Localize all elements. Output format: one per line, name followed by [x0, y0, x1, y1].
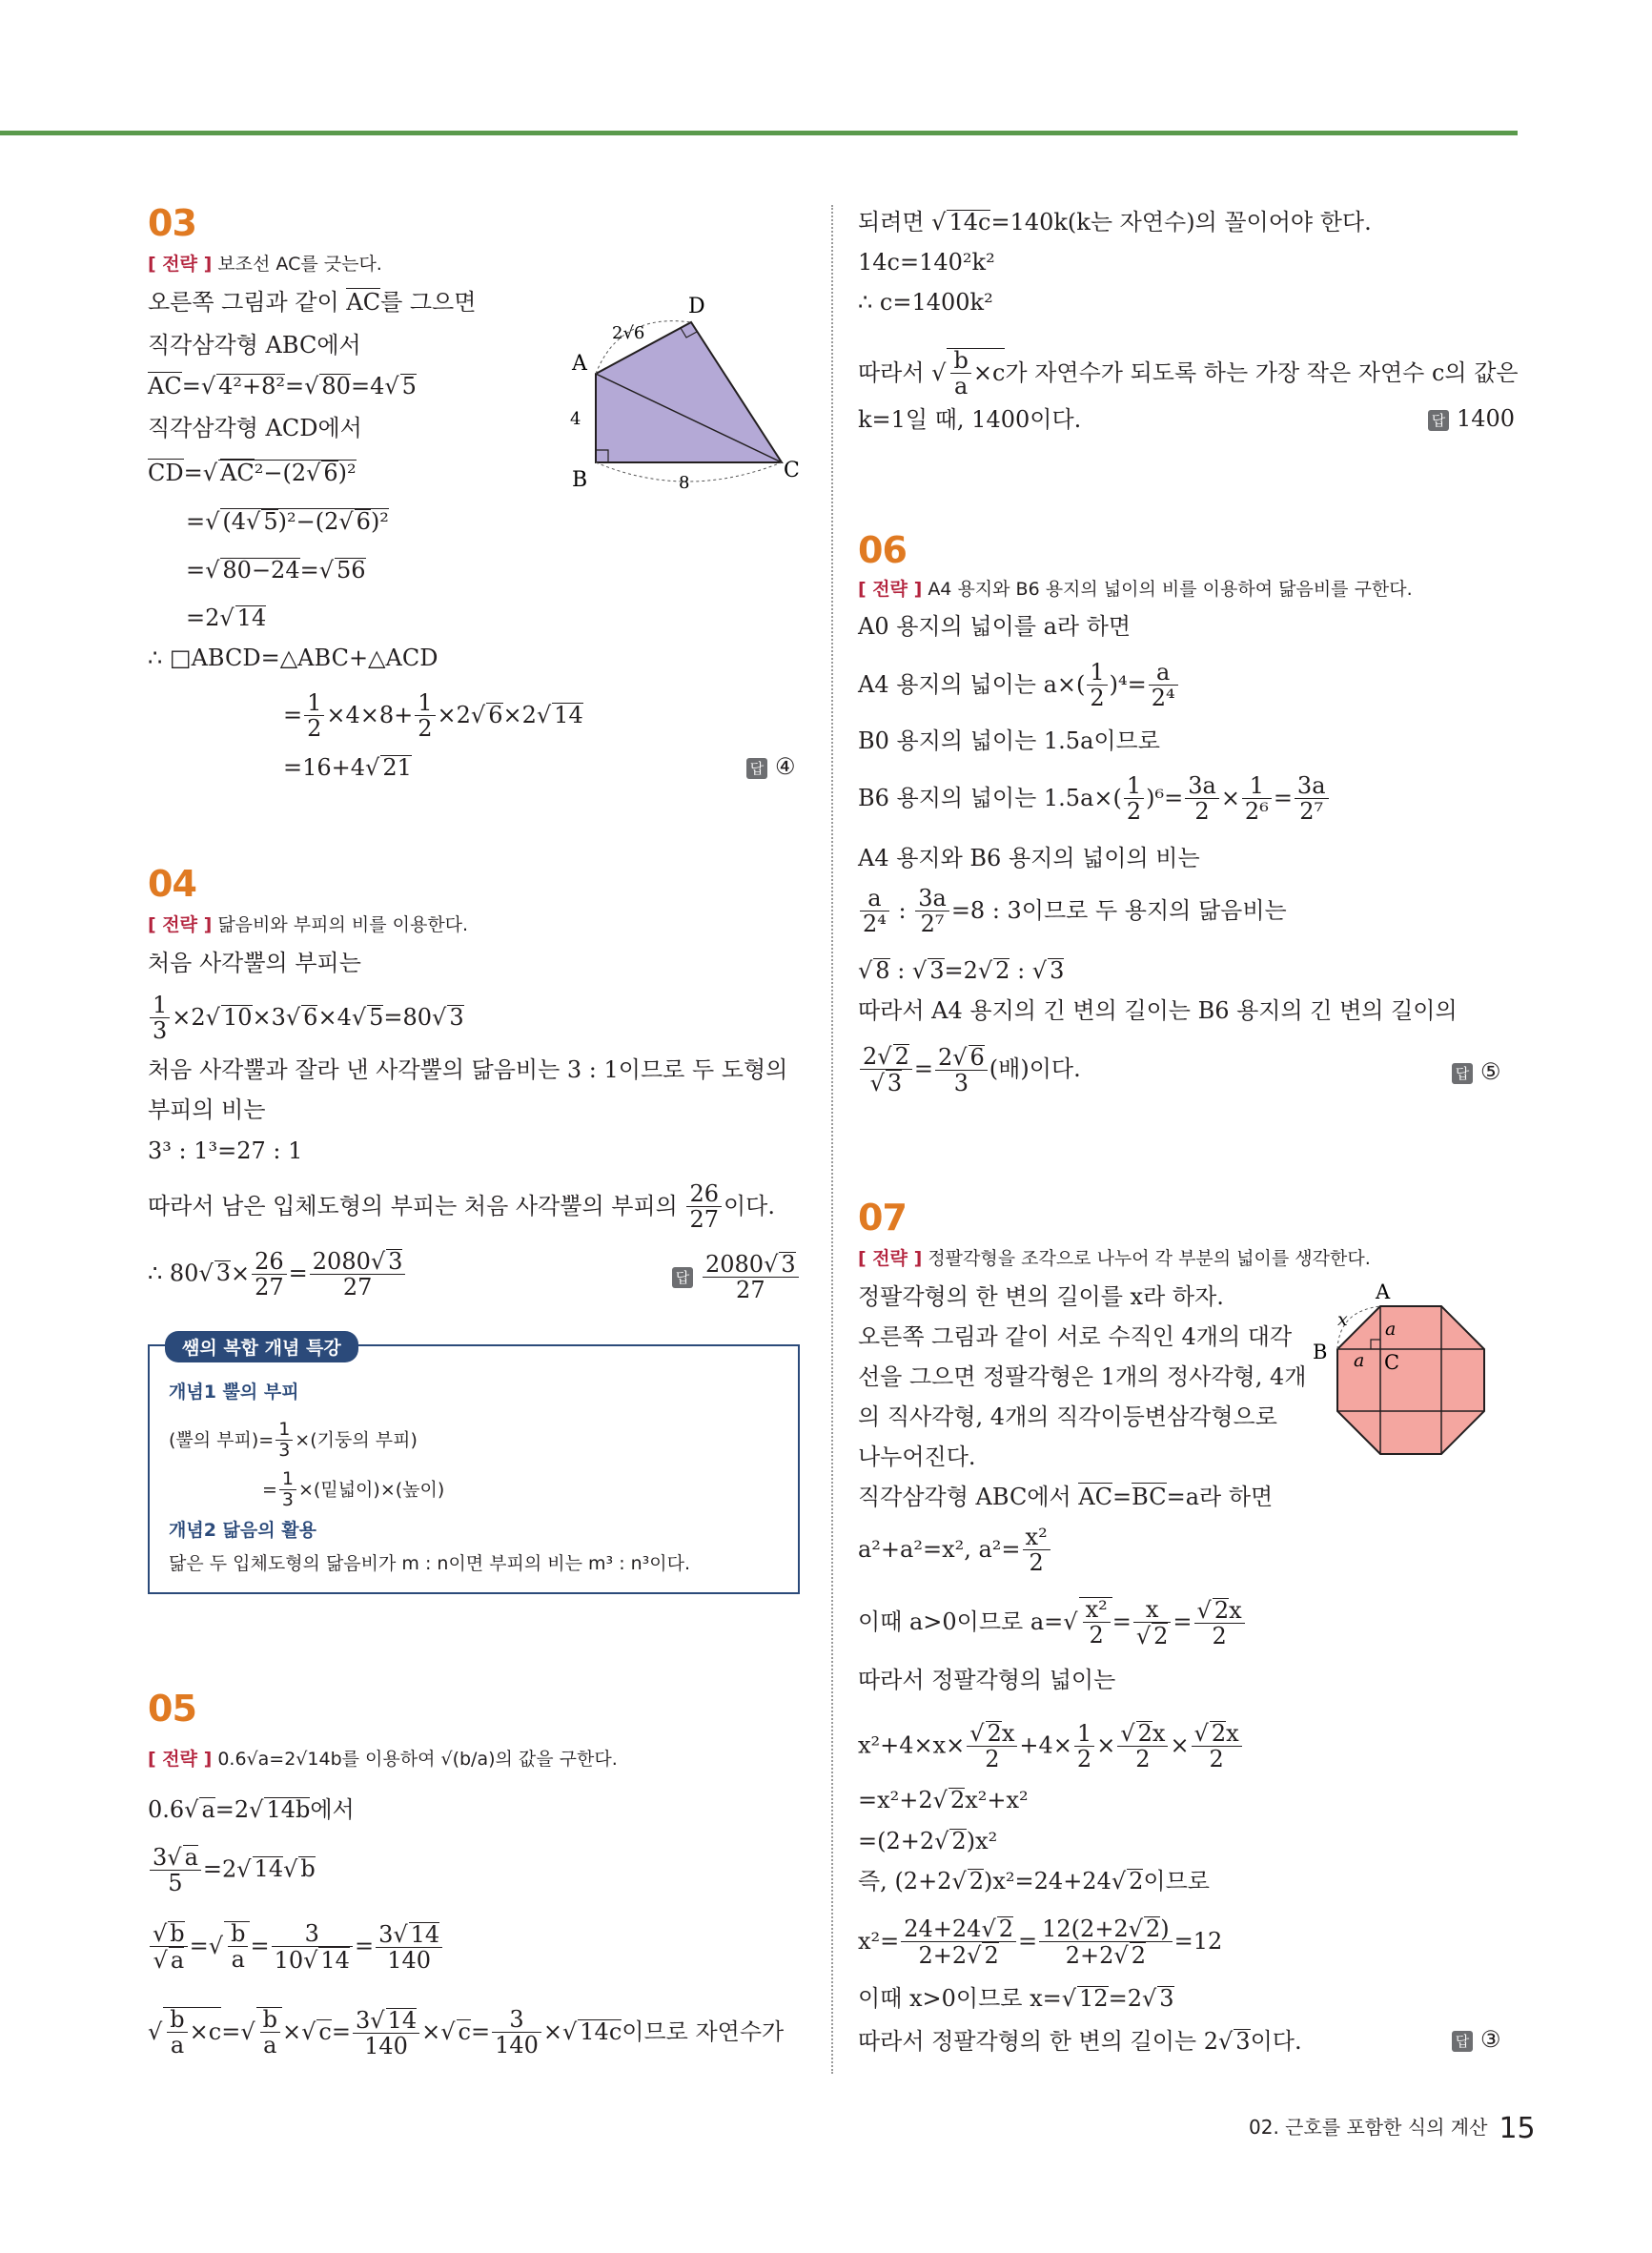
p03-line7: =√ 80−24=√ 56 — [186, 557, 366, 584]
answer-04: 답 $\frac{2080√ 3}{27}$ — [672, 1252, 801, 1303]
column-divider — [831, 205, 833, 2074]
p07-line6: 직각삼각형 ABC에서 AC=BC=a라 하면 — [858, 1484, 1274, 1510]
p03-line6: =√ (4√ 5)²−(2√ 6)² — [186, 508, 389, 535]
p05-line4: √ $\frac{b}{a}$ ×c=√ $\frac{b}{a}$ ×√ c= $\frac{3√ 14}{140}$ ×√ c= $\frac{3}{140}$ ×√ 14c이므로 자연수가 — [148, 2006, 785, 2059]
octagon-A-label: A — [1376, 1280, 1391, 1303]
problem-number-05: 05 — [148, 1688, 196, 1730]
strategy-tag: [ 전략 ] — [148, 1749, 213, 1770]
p06-line7: √ 8 : √ 3=2√ 2 : √ 3 — [858, 957, 1065, 984]
p05-line3: $\frac{√ b}{√ a}$ =√ $\frac{b}{a}$ = $\frac{3}{10√ 14}$ = $\frac{3√ 14}{140}$ — [148, 1921, 444, 1974]
p07-line7: a²+a²=x², a²= $\frac{\text{x²}}{2}$ — [858, 1526, 1052, 1576]
answer-label: 답 — [1428, 410, 1449, 431]
p03-line4: 직각삼각형 ACD에서 — [148, 415, 362, 441]
page-footer — [1249, 2112, 1536, 2145]
p05-right-line3: ∴ c=1400k² — [858, 289, 993, 316]
p06-line1: A0 용지의 넓이를 a라 하면 — [858, 613, 1132, 640]
p06-line6: $\frac{a}{\text{2⁴}}$ : $\frac{3a}{\text{2⁷}}$ =8 : 3이므로 두 용지의 닮음비는 — [858, 887, 1287, 937]
top-rule — [0, 131, 1518, 135]
p06-line9: $\frac{2√ 2}{√ 3}$ = $\frac{2√ 6}{3}$ (배)이다. — [858, 1044, 1081, 1096]
p05-line1: 0.6√ a=2√ 14b에서 — [148, 1796, 355, 1823]
p03-line2: 직각삼각형 ABC에서 — [148, 332, 361, 358]
vertex-B-label: B — [572, 468, 588, 492]
answer-label: 답 — [1452, 1063, 1473, 1084]
strategy-03 — [148, 250, 382, 276]
problem-number-06: 06 — [858, 529, 907, 571]
p07-line1: 정팔각형의 한 변의 길이를 x라 하자. — [858, 1283, 1224, 1310]
p07-line12: =(2+2√ 2)x² — [858, 1828, 998, 1854]
answer-value: ③ — [1480, 2026, 1501, 2053]
p04-line5: 3³ : 1³=27 : 1 — [148, 1137, 303, 1164]
p06-line2: A4 용지의 넓이는 a×( $\frac{1}{2}$ )⁴= $\frac{a}{\text{2⁴}}$ — [858, 661, 1180, 711]
answer-label: 답 — [1452, 2031, 1473, 2052]
p05-right-line4: 따라서 √ $\frac{b}{a}$ ×c가 자연수가 되도록 하는 가장 작은 자연수 c의 값은 — [858, 347, 1519, 400]
p07-line5: 나누어진다. — [858, 1444, 976, 1470]
p07-line16: 따라서 정팔각형의 한 변의 길이는 2√ 3이다. — [858, 2028, 1302, 2055]
strategy-text: 정팔각형을 조각으로 나누어 각 부분의 넓이를 생각한다. — [928, 1248, 1371, 1269]
strategy-text: 보조선 AC를 긋는다. — [217, 254, 382, 275]
strategy-tag: [ 전략 ] — [148, 254, 213, 275]
octagon-B-label: B — [1313, 1341, 1328, 1363]
octagon-a2-label: a — [1354, 1350, 1365, 1371]
p03-line11: =16+4√ 21 — [283, 754, 412, 781]
page-number: 15 — [1499, 2112, 1536, 2145]
concept-2-title: 개념2 닮음의 활용 — [169, 1520, 316, 1541]
p03-line8: =2√ 14 — [186, 604, 267, 631]
concept-title: 쌤의 복합 개념 특강 — [165, 1331, 358, 1362]
concept-box — [148, 1338, 796, 1597]
octagon-a1-label: a — [1385, 1319, 1397, 1340]
answer-value: ⑤ — [1480, 1058, 1501, 1085]
p03-line10: = $\frac{1}{2}$ ×4×8+ $\frac{1}{2}$ ×2√ 6×2√ 14 — [283, 689, 583, 743]
p06-line8: 따라서 A4 용지의 긴 변의 길이는 B6 용지의 긴 변의 길이의 — [858, 997, 1458, 1024]
p07-line9: 따라서 정팔각형의 넓이는 — [858, 1667, 1116, 1693]
answer-label: 답 — [746, 758, 767, 779]
answer-03 — [746, 753, 796, 780]
answer-value: 1400 — [1457, 405, 1516, 432]
side-BC-label: 8 — [679, 473, 690, 493]
side-AB-label: 4 — [570, 409, 581, 429]
chapter-title: 02. 근호를 포함한 식의 계산 — [1249, 2116, 1488, 2139]
p07-line4: 의 직사각형, 4개의 직각이등변삼각형으로 — [858, 1403, 1277, 1430]
p05-right-line2: 14c=140²k² — [858, 249, 995, 276]
strategy-tag: [ 전략 ] — [858, 579, 923, 600]
strategy-tag: [ 전략 ] — [858, 1248, 923, 1269]
p04-line6: 따라서 남은 입체도형의 부피는 처음 사각뿔의 부피의 $\frac{26}{27}$ 이다. — [148, 1180, 775, 1234]
vertex-D-label: D — [688, 295, 705, 318]
p07-line2: 오른쪽 그림과 같이 서로 수직인 4개의 대각 — [858, 1323, 1293, 1350]
p07-line15: 이때 x>0이므로 x=√ 12=2√ 3 — [858, 1985, 1174, 2012]
p06-line3: B0 용지의 넓이는 1.5a이므로 — [858, 727, 1160, 754]
p03-line9: ∴ □ABCD=△ABC+△ACD — [148, 645, 438, 671]
p04-line2: $\frac{1}{3}$ ×2√ 10×3√ 6×4√ 5=80√ 3 — [148, 993, 464, 1044]
p03-line1: 오른쪽 그림과 같이 AC를 그으면 — [148, 289, 477, 316]
p04-line1: 처음 사각뿔의 부피는 — [148, 950, 361, 976]
strategy-tag: [ 전략 ] — [148, 914, 213, 935]
strategy-05 — [148, 1745, 618, 1771]
concept-1-line2: = $\frac{1}{3}$ ×(밑넓이)×(높이) — [262, 1468, 445, 1510]
octagon-C-label: C — [1384, 1351, 1400, 1374]
p03-line3: AC=√ 4²+8²=√ 80=4√ 5 — [148, 373, 417, 399]
p06-line4: B6 용지의 넓이는 1.5a×( $\frac{1}{2}$ )⁶= $\frac{3a}{2}$ × $\frac{1}{\text{2⁶}}$ = $\frac{3a}{\text{2⁷}}$ — [858, 774, 1331, 825]
concept-2-line1: 닮은 두 입체도형의 닮음비가 m : n이면 부피의 비는 m³ : n³이다. — [169, 1553, 691, 1574]
strategy-text: A4 용지와 B6 용지의 넓이의 비를 이용하여 닮음비를 구한다. — [928, 579, 1413, 600]
p05-right-line1: 되려면 √ 14c=140k(k는 자연수)의 꼴이어야 한다. — [858, 209, 1372, 236]
p07-line13: 즉, (2+2√ 2)x²=24+24√ 2이므로 — [858, 1868, 1210, 1895]
octagon-x-label: x — [1337, 1309, 1348, 1330]
strategy-06 — [858, 575, 1413, 601]
strategy-04 — [148, 911, 468, 936]
p07-line11: =x²+2√ 2x²+x² — [858, 1787, 1029, 1813]
strategy-text: 닮음비와 부피의 비를 이용한다. — [217, 914, 469, 935]
p07-line3: 선을 그으면 정팔각형은 1개의 정사각형, 4개 — [858, 1363, 1307, 1390]
p05-line2: $\frac{3√ a}{5}$ =2√ 14√ b — [148, 1845, 316, 1896]
quadrilateral-figure — [562, 286, 810, 496]
concept-1-title: 개념1 뿔의 부피 — [169, 1382, 299, 1403]
side-AD-label: 2√6 — [612, 323, 645, 343]
answer-07 — [1452, 2026, 1501, 2053]
concept-1-line1: (뿔의 부피)= $\frac{1}{3}$ ×(기둥의 부피) — [169, 1419, 418, 1461]
answer-05 — [1428, 405, 1515, 432]
p04-line7: ∴ 80√ 3× $\frac{26}{27}$ = $\frac{2080√ 3}{27}$ — [148, 1249, 407, 1301]
p05-right-line5: k=1일 때, 1400이다. — [858, 406, 1082, 433]
problem-number-07: 07 — [858, 1197, 907, 1239]
answer-value: ④ — [775, 753, 796, 780]
problem-number-04: 04 — [148, 863, 196, 905]
p07-line14: x²= $\frac{24+24√ 2}{2+2√ 2}$ = $\frac{12(2+2√ 2)}{2+2√ 2}$ =12 — [858, 1915, 1223, 1970]
p03-line5: CD=√ AC²−(2√ 6)² — [148, 460, 357, 486]
vertex-A-label: A — [572, 352, 587, 376]
p06-line5: A4 용지와 B6 용지의 넓이의 비는 — [858, 845, 1200, 871]
p07-line10: x²+4×x× $\frac{√ 2x}{2}$ +4× $\frac{1}{2}$ × $\frac{√ 2x}{2}$ × $\frac{√ 2x}{2}$ — [858, 1721, 1244, 1772]
answer-06 — [1452, 1058, 1501, 1085]
p04-line4: 부피의 비는 — [148, 1096, 266, 1123]
strategy-text: 0.6√a=2√14b를 이용하여 √(b/a)의 값을 구한다. — [217, 1749, 618, 1770]
p04-line3: 처음 사각뿔과 잘라 낸 사각뿔의 닮음비는 3 : 1이므로 두 도형의 — [148, 1056, 788, 1083]
answer-label: 답 — [672, 1267, 693, 1288]
vertex-C-label: C — [784, 459, 800, 482]
strategy-07 — [858, 1244, 1371, 1270]
p07-line8: 이때 a>0이므로 a=√ $\frac{\text{x²}}{2}$ = $\frac{x}{√ 2}$ = $\frac{√ 2x}{2}$ — [858, 1597, 1247, 1649]
problem-number-03: 03 — [148, 202, 196, 244]
octagon-figure — [1311, 1278, 1525, 1483]
